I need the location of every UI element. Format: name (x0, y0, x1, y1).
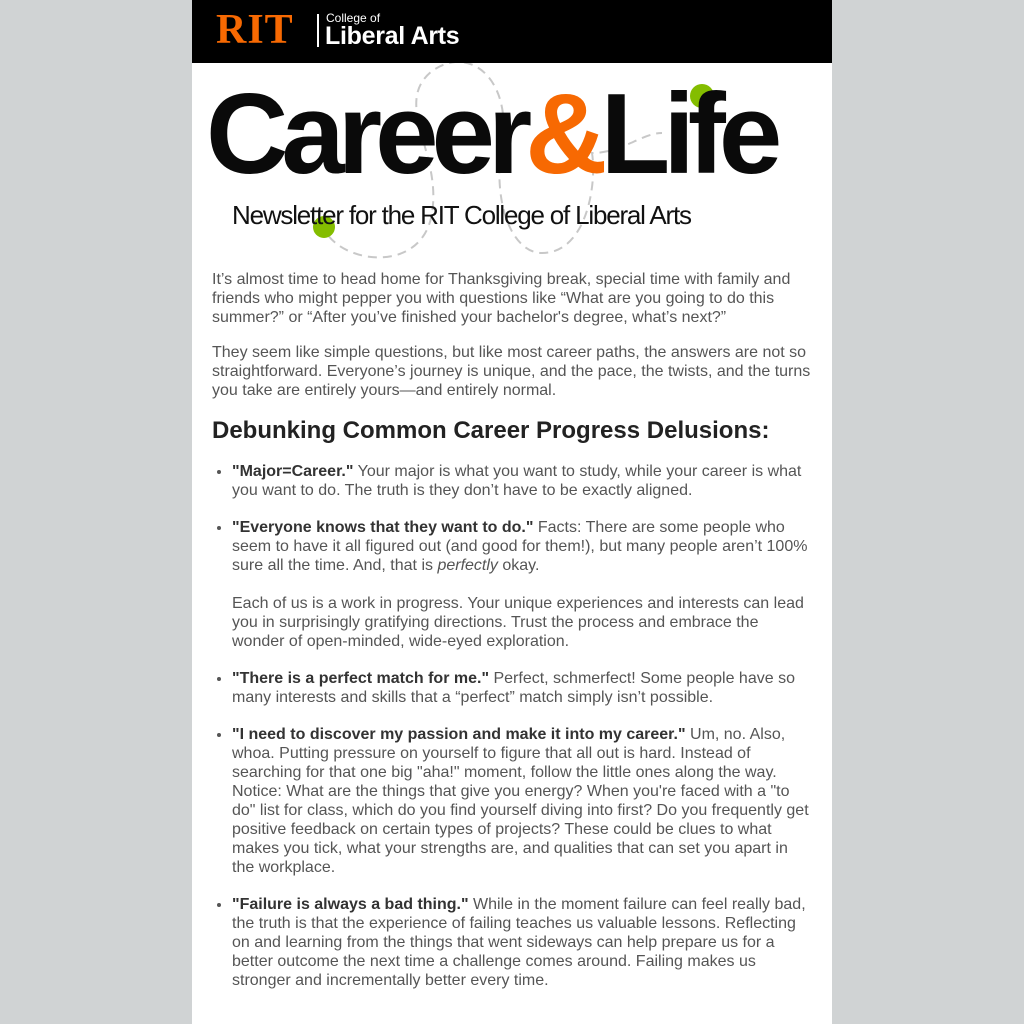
delusions-list (212, 462, 812, 990)
article-body (212, 270, 812, 1008)
delusion-text-end: okay. (497, 557, 540, 574)
delusion-text: Perfect, schmerfect! Some people have so many interests and skills that a “perfect” match simply isn’t possible. (232, 670, 795, 706)
delusion-extra-text: Each of us is a work in progress. Your unique experiences and interests can lead you in surprisingly gratifying directions. Trust the process and embrace the wonder of open-minded, wide-eyed exploration. (232, 595, 804, 650)
delusion-title: "Failure is always a bad thing." (232, 896, 469, 913)
delusion-text: Your major is what you want to study, while your career is what you want to do. The truth is they don’t have to be exactly aligned. (232, 463, 802, 499)
delusion-text: Um, no. Also, whoa. Putting pressure on yourself to figure that all out is hard. Instead of searching for that one big "aha!" moment, follow the little ones along the way. Notice: What are the things that give you energy? When you're faced with a "to do" list for class, which do you find yourself diving into first? Do you frequently get positive feedback on certain types of projects? These could be clues to what makes you tick, what your strengths are, and qualities that can set you apart in the workplace. (232, 726, 809, 876)
list-item (232, 725, 812, 877)
college-header-bar (192, 0, 832, 63)
masthead-subtitle: Newsletter for the RIT College of Liberal Arts (232, 200, 691, 230)
section-heading: Debunking Common Career Progress Delusions: (212, 417, 770, 444)
title-life: Life (600, 71, 776, 198)
college-name: Liberal Arts (325, 22, 460, 50)
intro-paragraph-1: It’s almost time to head home for Thanksgiving break, special time with family and friends who might pepper you with questions like “What are you going to do this summer?” or “After you’ve finished your bachelor's degree, what’s next?” (212, 271, 791, 326)
newsletter-page (192, 0, 832, 1024)
delusion-emphasis: perfectly (437, 557, 498, 574)
list-item (232, 669, 812, 707)
list-item (232, 462, 812, 500)
list-item (232, 895, 812, 990)
title-career: Career (206, 71, 526, 198)
masthead-title (206, 71, 826, 198)
delusion-title: "Major=Career." (232, 463, 354, 480)
delusion-text: While in the moment failure can feel really bad, the truth is that the experience of failing teaches us valuable lessons. Reflecting on and learning from the things that went sideways can help prepare us for a better outcome the next time a challenge comes around. Failing makes us stronger and incrementally better every time. (232, 896, 806, 989)
delusion-title: "There is a perfect match for me." (232, 670, 490, 687)
career-life-masthead (192, 63, 832, 263)
delusion-title: "I need to discover my passion and make it into my career." (232, 726, 686, 743)
college-of-label: College of (326, 11, 381, 25)
delusion-title: "Everyone knows that they want to do." (232, 519, 534, 536)
title-ampersand: & (525, 71, 601, 198)
rit-logo[interactable]: RIT (216, 7, 294, 53)
list-item (232, 518, 812, 651)
logo-divider (317, 14, 319, 47)
delusion-text: Facts: There are some people who seem to have it all figured out (and good for them!), but many people aren’t 100% sure all the time. And, that is (232, 519, 808, 574)
intro-paragraph-2: They seem like simple questions, but like most career paths, the answers are not so straightforward. Everyone’s journey is unique, and the pace, the twists, and the turns you take are entirely yours—and entirely normal. (212, 344, 811, 399)
